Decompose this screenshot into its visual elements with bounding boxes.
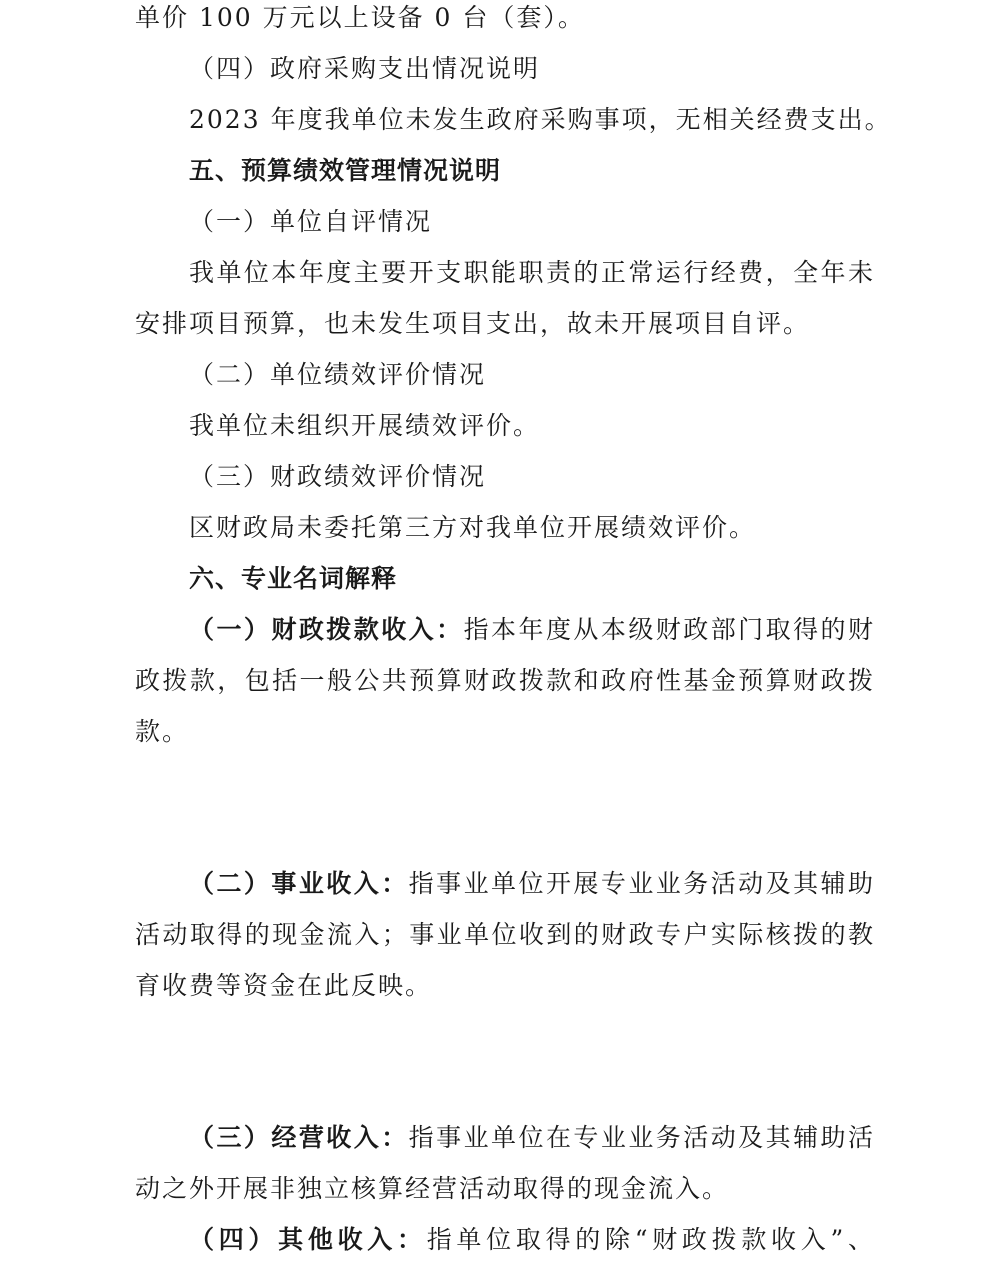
- paragraph-line: 政拨款，包括一般公共预算财政拨款和政府性基金预算财政拨: [135, 666, 875, 695]
- subsection-heading: （一）单位自评情况: [189, 207, 433, 236]
- definition-line: [135, 604, 875, 655]
- paragraph-line: 2023 年度我单位未发生政府采购事项，无相关经费支出。: [189, 105, 892, 134]
- paragraph-line: 款。: [135, 717, 190, 746]
- paragraph-gap: [135, 1011, 875, 1112]
- subsection-heading: （二）单位绩效评价情况: [189, 360, 487, 389]
- paragraph-line: 育收费等资金在此反映。: [135, 971, 433, 1000]
- document-page: [135, 0, 892, 1265]
- paragraph-line: 我单位未组织开展绩效评价。: [189, 411, 541, 440]
- section-heading: 六、专业名词解释: [189, 564, 398, 593]
- paragraph-line: 活动取得的现金流入；事业单位收到的财政专户实际核拨的教: [135, 920, 875, 949]
- definition-line: [135, 858, 875, 909]
- definition-line: [135, 1214, 875, 1265]
- paragraph-line: 安排项目预算，也未发生项目支出，故未开展项目自评。: [135, 309, 811, 338]
- definition-line: [135, 1112, 875, 1163]
- definition-text: 指事业单位开展专业业务活动及其辅助: [408, 869, 875, 898]
- definition-term: （一）财政拨款收入：: [189, 615, 464, 644]
- definition-term: （四）其他收入：: [189, 1225, 427, 1254]
- definition-text: 指本年度从本级财政部门取得的财: [463, 615, 875, 644]
- definition-text: 指事业单位在专业业务活动及其辅助活: [408, 1123, 875, 1152]
- definition-term: （二）事业收入：: [189, 869, 409, 898]
- subsection-heading: （三）财政绩效评价情况: [189, 462, 487, 491]
- subsection-heading: （四）政府采购支出情况说明: [189, 54, 541, 83]
- section-heading: 五、预算绩效管理情况说明: [189, 156, 502, 185]
- paragraph-line: 动之外开展非独立核算经营活动取得的现金流入。: [135, 1174, 730, 1203]
- paragraph-line: 我单位本年度主要开支职能职责的正常运行经费，全年未: [189, 258, 875, 287]
- definition-text: 指单位取得的除“财政拨款收入”、: [426, 1225, 875, 1254]
- paragraph-line: 单价 100 万元以上设备 0 台（套）。: [135, 3, 585, 32]
- paragraph-line: 区财政局未委托第三方对我单位开展绩效评价。: [189, 513, 757, 542]
- paragraph-gap: [135, 757, 875, 858]
- definition-term: （三）经营收入：: [189, 1123, 409, 1152]
